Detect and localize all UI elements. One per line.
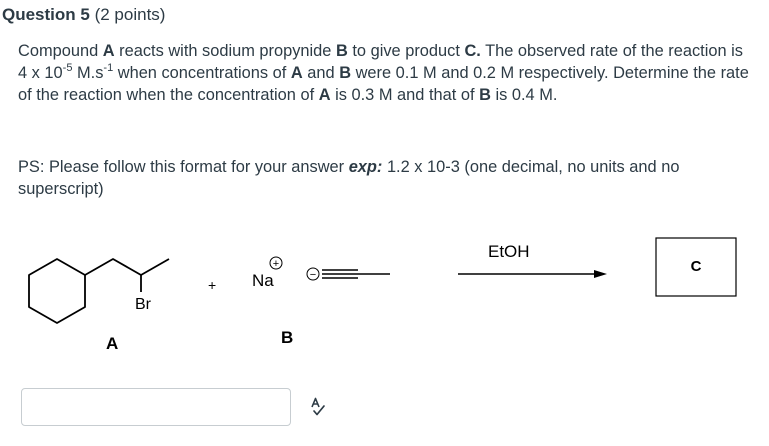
negative-charge: − — [309, 269, 317, 281]
text-segment: were 0.1 M and 0.2 M respectively. Determine the rate of the reaction when the concentration of — [18, 64, 749, 104]
compound-a-ref: A — [290, 64, 303, 82]
text-segment: M.s — [72, 64, 104, 82]
compound-b-structure — [252, 257, 390, 290]
text-segment: The observed rate of the reaction is 4 x 10 — [18, 42, 743, 82]
text-segment: and — [302, 64, 340, 82]
compound-a-label: A — [106, 334, 119, 353]
reagent-label: EtOH — [488, 242, 530, 261]
format-instructions — [18, 156, 753, 200]
product-c-ref: C. — [464, 42, 481, 60]
compound-b-ref: B — [339, 64, 352, 82]
text-segment: reacts with sodium propynide — [114, 42, 336, 60]
text-segment: Compound — [18, 42, 103, 60]
compound-a-structure — [29, 259, 169, 323]
reaction-scheme — [0, 228, 769, 363]
spellcheck-icon[interactable] — [305, 395, 329, 419]
text-segment: is 0.4 M. — [490, 86, 558, 104]
bromine-label: Br — [135, 296, 151, 313]
text-segment: when concentrations of — [113, 64, 291, 82]
alkyl-chain — [85, 259, 169, 275]
sodium-label: Na — [252, 271, 274, 290]
compound-a-ref: A — [102, 42, 115, 60]
text-segment: 1.2 x 10-3 (one decimal, no units and no superscript) — [18, 158, 680, 198]
example-label: exp: — [348, 158, 383, 176]
question-title: Question 5 — [2, 5, 90, 24]
question-points: (2 points) — [94, 5, 166, 24]
product-label: C — [690, 258, 702, 275]
question-text — [18, 40, 753, 106]
exponent: -1 — [103, 62, 114, 74]
exponent: -5 — [62, 62, 73, 74]
compound-a-ref: A — [318, 86, 331, 104]
arrow-head — [594, 270, 607, 278]
answer-input[interactable] — [21, 388, 291, 426]
compound-b-ref: B — [335, 42, 348, 60]
compound-b-label: B — [281, 328, 294, 347]
triple-bond — [322, 270, 390, 278]
text-segment: PS: Please follow this format for your answer — [18, 158, 349, 176]
cyclohexane-ring — [29, 259, 85, 323]
question-header — [2, 5, 165, 25]
plus-sign: + — [208, 277, 217, 293]
text-segment: to give product — [347, 42, 465, 60]
positive-charge: + — [272, 258, 280, 270]
compound-b-ref: B — [479, 86, 491, 104]
text-segment: is 0.3 M and that of — [330, 86, 480, 104]
